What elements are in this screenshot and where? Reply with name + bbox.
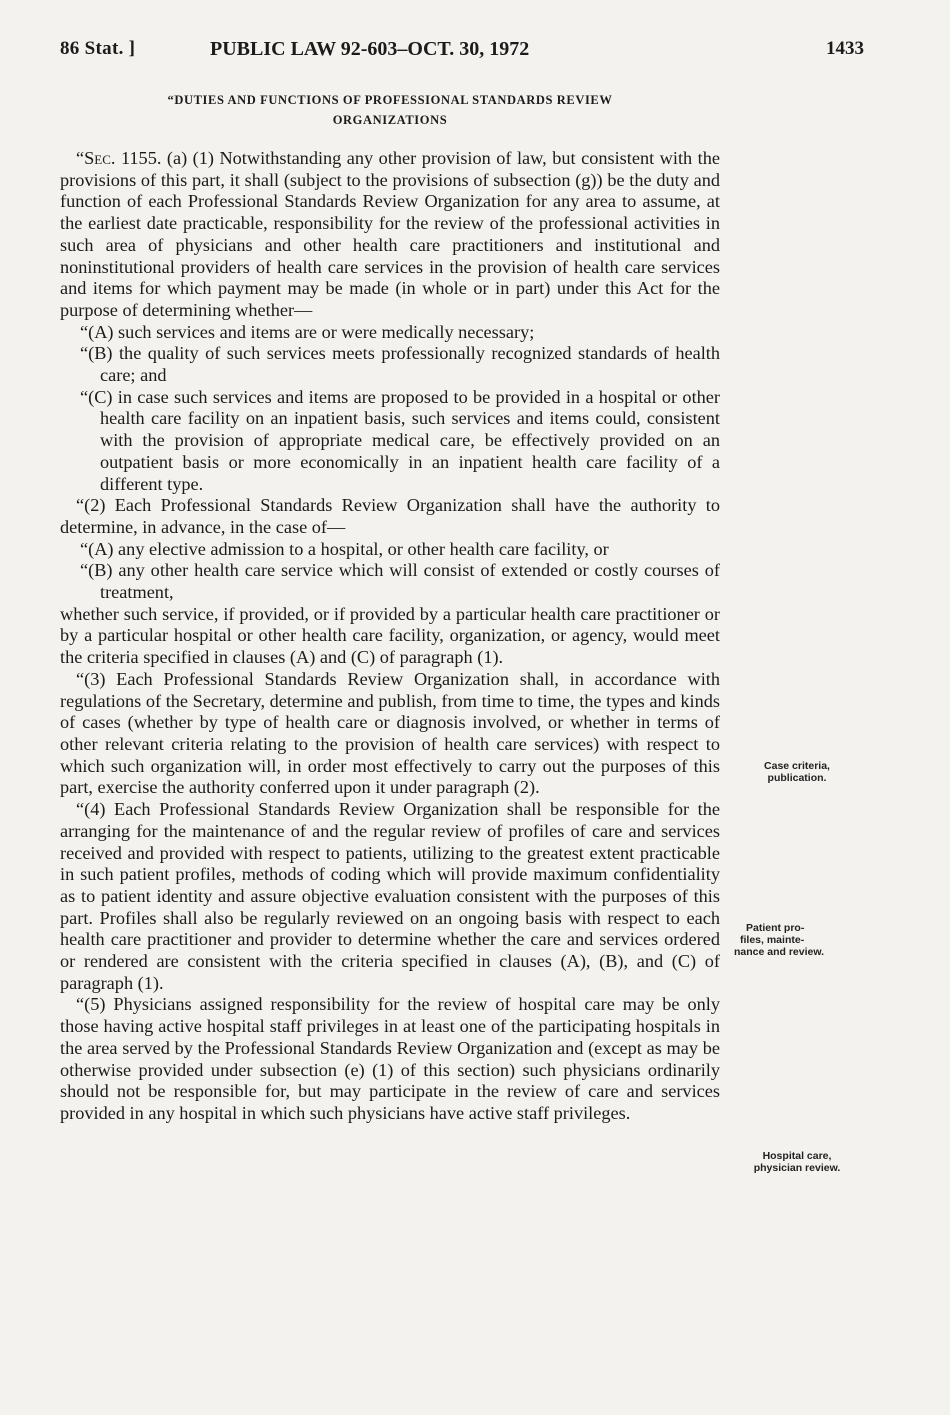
clause-1c: “(C) in case such services and items are proposed to be provided in a hospital or other health care facility on an inpatient basis, such services and items could, consistent with the provision of appropriate medical care, be effectively provided on an outpatient basis or more economically in an inpatient health care facility of a different type. xyxy=(80,386,720,494)
clause-1b: “(B) the quality of such services meets professionally recognized standards of health care; and xyxy=(80,343,720,386)
page-header xyxy=(60,38,864,68)
clause-1a: “(A) such services and items are or were medically necessary; xyxy=(80,321,535,342)
margin-note-hospital-care xyxy=(732,1150,862,1174)
margin-note-line: Hospital care, xyxy=(762,1150,832,1162)
paragraph-a1 xyxy=(60,148,720,322)
clause-2a: “(A) any elective admission to a hospital, or other health care facility, or xyxy=(80,538,609,559)
margin-note-line: Case criteria, xyxy=(764,760,830,772)
margin-note-line: files, mainte- xyxy=(740,934,805,946)
paragraph-2-continuation: whether such service, if provided, or if provided by a particular health care practitioner or by a particular hospital or other health care facility, organization, or agency, would meet the criteria specified in clauses (A) and (C) of paragraph (1). xyxy=(60,603,720,668)
section-label: “Sec. xyxy=(76,148,116,168)
statute-citation: 86 Stat. ] xyxy=(60,38,136,59)
section-heading-line1: “DUTIES AND FUNCTIONS OF PROFESSIONAL STANDARDS REVIEW xyxy=(167,93,613,107)
paragraph-4: “(4) Each Professional Standards Review Organization shall be responsible for the arranging for the maintenance of and the regular review of profiles of care and services received and provided with respect to patients, utilizing to the greatest extent practicable in such patient profiles, methods of coding which will provide maximum confidentiality as to patient identity and assure objective evaluation consistent with the purposes of this part. Profiles shall also be regularly reviewed on an ongoing basis with respect to each health care practitioner and provider to determine whether the care and services ordered or rendered are consistent with the criteria specified in clauses (A), (B), and (C) of paragraph (1). xyxy=(60,799,720,993)
margin-note-case-criteria xyxy=(732,760,862,784)
paragraph-a1-text: 1155. (a) (1) Notwithstanding any other provision of law, but consistent with the provisions of this part, it shall (subject to the provisions of subsection (g)) be the duty and function of each Professional Standards Review Organization for any area to assume, at the earliest date practicable, responsibility for the review of the professional activities in such area of physicians and other health care practitioners and institutional and noninstitutional providers of health care services in the provision of health care services and items for which payment may be made (in whole or in part) under this Act for the purpose of determining whether— xyxy=(60,148,720,320)
margin-note-line: nance and review. xyxy=(734,946,825,958)
paragraph-3: “(3) Each Professional Standards Review Organization shall, in accordance with regulations of the Secretary, determine and publish, from time to time, the types and kinds of cases (whether by type of health care or diagnosis involved, or whether in terms of other relevant criteria relating to the provision of health care services) with respect to which such organization will, in order most effectively to carry out the purposes of this part, exercise the authority conferred upon it under paragraph (2). xyxy=(60,668,720,798)
page-number: 1433 xyxy=(826,38,864,59)
paragraph-2: “(2) Each Professional Standards Review Organization shall have the authority to determine, in advance, in the case of— xyxy=(60,495,720,537)
clause-2b: “(B) any other health care service which will consist of extended or costly courses of treatment, xyxy=(80,560,720,603)
paragraph-5: “(5) Physicians assigned responsibility for the review of hospital care may be only those having active hospital staff privileges in at least one of the participating hospitals in the area served by the Professional Standards Review Organization and (except as may be otherwise provided under subsection (e) (1) of this section) such physicians ordinarily should not be responsible for, but may participate in the review of care and services provided in any hospital in which such physicians have active staff privileges. xyxy=(60,994,720,1123)
margin-note-line: physician review. xyxy=(753,1162,841,1174)
section-body xyxy=(60,148,720,1125)
margin-note-line: publication. xyxy=(767,772,827,784)
margin-note-patient-profiles xyxy=(734,922,864,958)
section-heading-line2: ORGANIZATIONS xyxy=(332,113,448,127)
section-heading xyxy=(60,90,720,130)
public-law-title: PUBLIC LAW 92-603–OCT. 30, 1972 xyxy=(210,38,530,60)
margin-note-line: Patient pro- xyxy=(746,922,805,934)
